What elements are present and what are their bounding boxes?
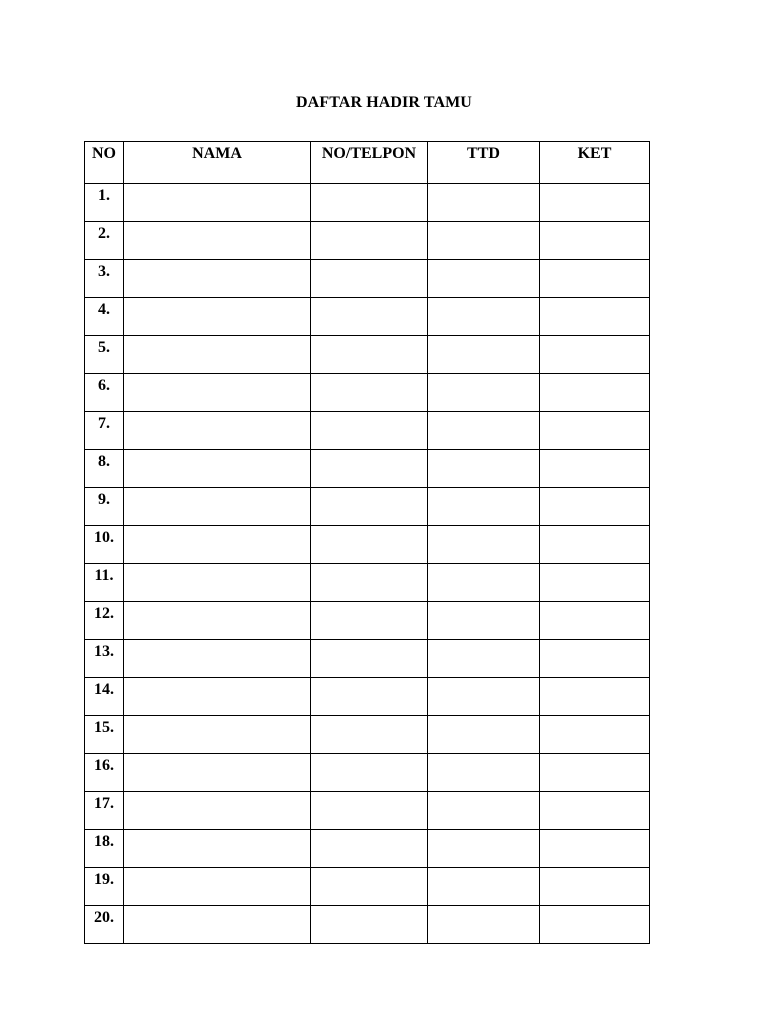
table-row	[85, 336, 650, 374]
remarks-cell	[540, 184, 650, 222]
signature-cell	[428, 716, 540, 754]
row-number-cell: 16.	[85, 754, 124, 792]
table-row	[85, 564, 650, 602]
remarks-cell	[540, 222, 650, 260]
name-cell	[124, 450, 311, 488]
name-cell	[124, 640, 311, 678]
table-row	[85, 678, 650, 716]
row-number-cell: 17.	[85, 792, 124, 830]
page-title: DAFTAR HADIR TAMU	[296, 94, 472, 111]
table-row	[85, 412, 650, 450]
row-number-cell: 6.	[85, 374, 124, 412]
remarks-cell	[540, 868, 650, 906]
name-cell	[124, 830, 311, 868]
row-number-cell: 19.	[85, 868, 124, 906]
phone-cell	[311, 526, 428, 564]
table-row	[85, 792, 650, 830]
phone-cell	[311, 754, 428, 792]
row-number-cell: 9.	[85, 488, 124, 526]
column-header-ket: KET	[540, 142, 650, 184]
name-cell	[124, 678, 311, 716]
phone-cell	[311, 222, 428, 260]
remarks-cell	[540, 526, 650, 564]
name-cell	[124, 336, 311, 374]
table-row	[85, 830, 650, 868]
row-number-cell: 5.	[85, 336, 124, 374]
name-cell	[124, 564, 311, 602]
name-cell	[124, 602, 311, 640]
table-row	[85, 450, 650, 488]
table-row	[85, 298, 650, 336]
row-number-cell: 18.	[85, 830, 124, 868]
signature-cell	[428, 830, 540, 868]
signature-cell	[428, 222, 540, 260]
row-number-cell: 7.	[85, 412, 124, 450]
signature-cell	[428, 602, 540, 640]
table-body	[85, 184, 650, 944]
phone-cell	[311, 450, 428, 488]
phone-cell	[311, 906, 428, 944]
signature-cell	[428, 298, 540, 336]
signature-cell	[428, 450, 540, 488]
table-row	[85, 868, 650, 906]
row-number-cell: 14.	[85, 678, 124, 716]
column-header-no: NO	[85, 142, 124, 184]
signature-cell	[428, 754, 540, 792]
table-row	[85, 488, 650, 526]
signature-cell	[428, 868, 540, 906]
signature-cell	[428, 412, 540, 450]
row-number-cell: 10.	[85, 526, 124, 564]
column-header-telpon: NO/TELPON	[311, 142, 428, 184]
row-number-cell: 8.	[85, 450, 124, 488]
remarks-cell	[540, 678, 650, 716]
phone-cell	[311, 678, 428, 716]
row-number-cell: 2.	[85, 222, 124, 260]
table-row	[85, 602, 650, 640]
row-number-cell: 12.	[85, 602, 124, 640]
remarks-cell	[540, 716, 650, 754]
row-number-cell: 20.	[85, 906, 124, 944]
signature-cell	[428, 678, 540, 716]
phone-cell	[311, 374, 428, 412]
table-row	[85, 526, 650, 564]
remarks-cell	[540, 450, 650, 488]
row-number-cell: 13.	[85, 640, 124, 678]
name-cell	[124, 374, 311, 412]
phone-cell	[311, 298, 428, 336]
row-number-cell: 15.	[85, 716, 124, 754]
name-cell	[124, 260, 311, 298]
row-number-cell: 4.	[85, 298, 124, 336]
remarks-cell	[540, 374, 650, 412]
table-row	[85, 640, 650, 678]
phone-cell	[311, 602, 428, 640]
phone-cell	[311, 412, 428, 450]
guest-attendance-table	[84, 141, 650, 944]
table-row	[85, 184, 650, 222]
phone-cell	[311, 868, 428, 906]
signature-cell	[428, 792, 540, 830]
signature-cell	[428, 260, 540, 298]
remarks-cell	[540, 298, 650, 336]
name-cell	[124, 526, 311, 564]
remarks-cell	[540, 754, 650, 792]
remarks-cell	[540, 792, 650, 830]
phone-cell	[311, 792, 428, 830]
remarks-cell	[540, 564, 650, 602]
signature-cell	[428, 488, 540, 526]
table-header-row	[85, 142, 650, 184]
remarks-cell	[540, 906, 650, 944]
table-row	[85, 906, 650, 944]
remarks-cell	[540, 412, 650, 450]
remarks-cell	[540, 336, 650, 374]
phone-cell	[311, 336, 428, 374]
phone-cell	[311, 564, 428, 602]
remarks-cell	[540, 830, 650, 868]
column-header-ttd: TTD	[428, 142, 540, 184]
column-header-nama: NAMA	[124, 142, 311, 184]
phone-cell	[311, 488, 428, 526]
name-cell	[124, 184, 311, 222]
signature-cell	[428, 374, 540, 412]
signature-cell	[428, 564, 540, 602]
table-row	[85, 260, 650, 298]
name-cell	[124, 754, 311, 792]
phone-cell	[311, 640, 428, 678]
name-cell	[124, 716, 311, 754]
remarks-cell	[540, 488, 650, 526]
remarks-cell	[540, 260, 650, 298]
table-row	[85, 716, 650, 754]
name-cell	[124, 298, 311, 336]
phone-cell	[311, 184, 428, 222]
table-row	[85, 754, 650, 792]
name-cell	[124, 488, 311, 526]
signature-cell	[428, 336, 540, 374]
name-cell	[124, 868, 311, 906]
remarks-cell	[540, 640, 650, 678]
signature-cell	[428, 526, 540, 564]
signature-cell	[428, 906, 540, 944]
remarks-cell	[540, 602, 650, 640]
row-number-cell: 11.	[85, 564, 124, 602]
signature-cell	[428, 184, 540, 222]
row-number-cell: 1.	[85, 184, 124, 222]
name-cell	[124, 222, 311, 260]
name-cell	[124, 412, 311, 450]
table-row	[85, 222, 650, 260]
phone-cell	[311, 716, 428, 754]
row-number-cell: 3.	[85, 260, 124, 298]
phone-cell	[311, 260, 428, 298]
phone-cell	[311, 830, 428, 868]
name-cell	[124, 792, 311, 830]
name-cell	[124, 906, 311, 944]
table-row	[85, 374, 650, 412]
signature-cell	[428, 640, 540, 678]
